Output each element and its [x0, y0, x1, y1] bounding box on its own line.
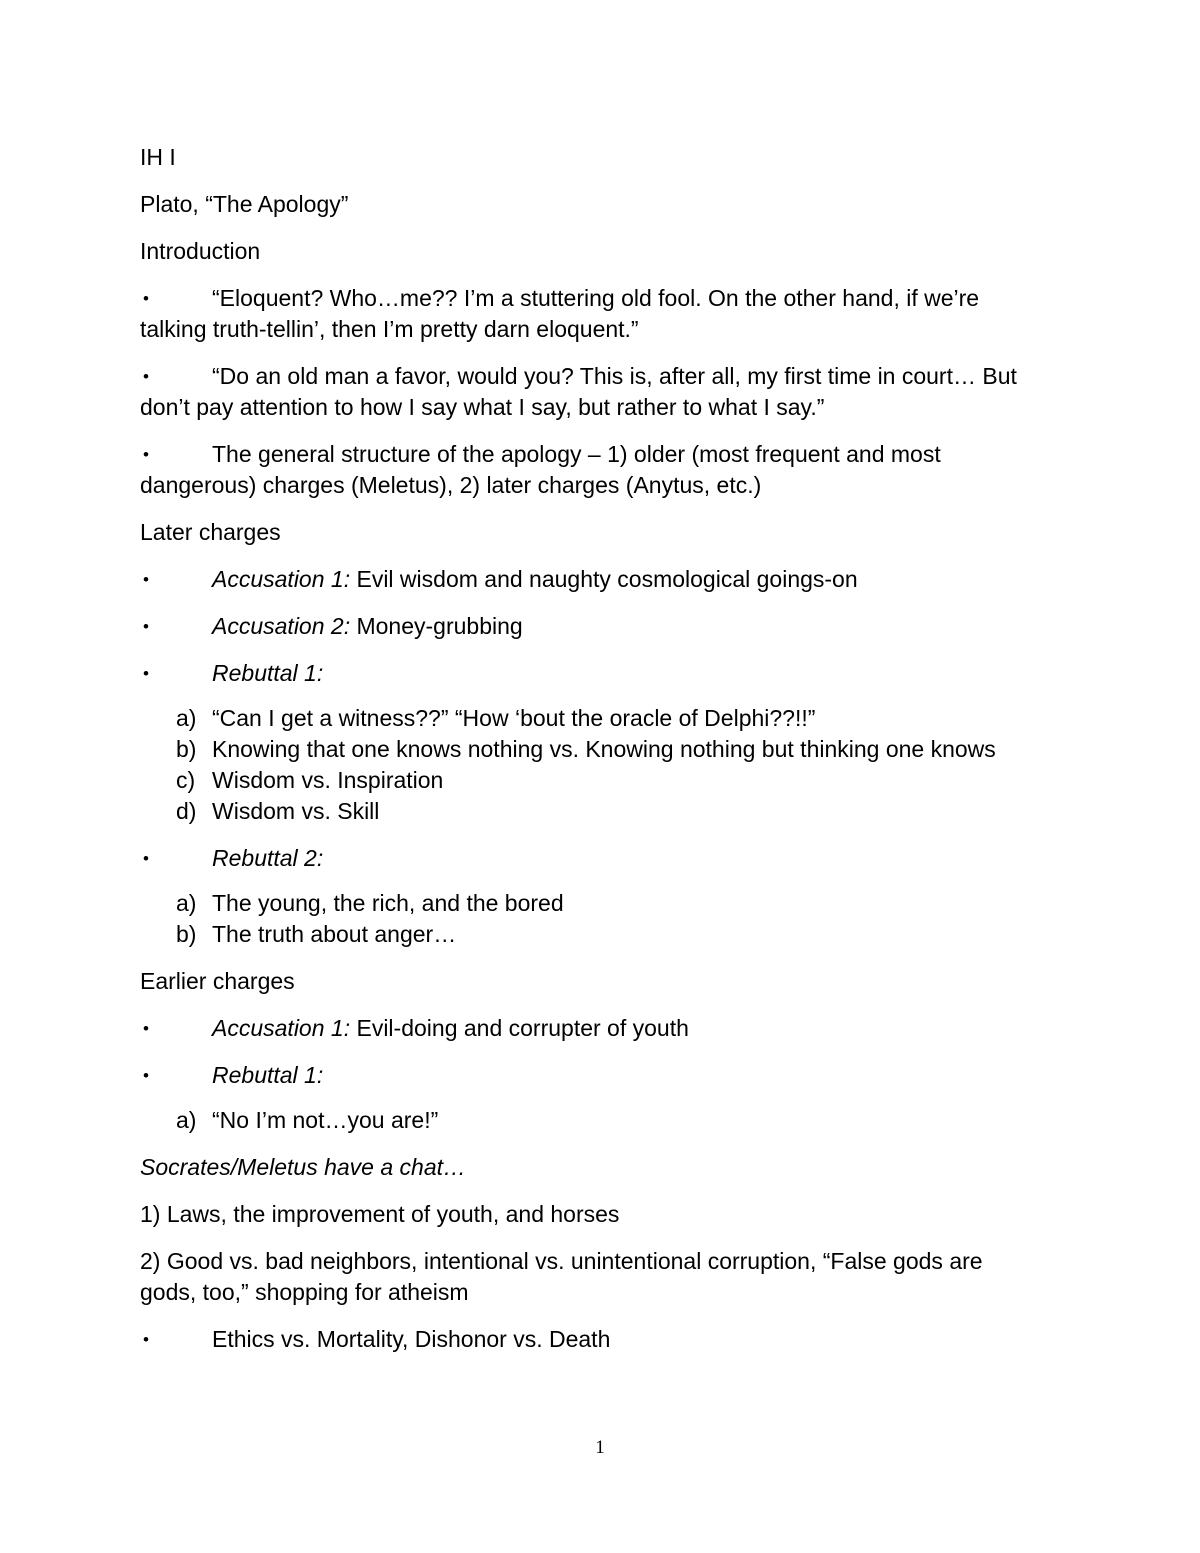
bullet-icon: •	[143, 664, 149, 683]
list-marker: a)	[176, 705, 197, 731]
bullet-icon: •	[143, 570, 149, 589]
later-rebuttal-1	[140, 658, 1040, 689]
accusation-text: Evil-doing and corrupter of youth	[350, 1015, 689, 1041]
bullet-text: “Do an old man a favor, would you? This is, after all, my first time in court… But don’t pay attention to how I say what I say, but rather to what I say.”	[140, 363, 1017, 420]
accusation-label: Accusation 1:	[212, 1015, 351, 1041]
accusation-label: Accusation 1:	[212, 566, 351, 592]
list-item	[140, 919, 1040, 950]
section-heading-introduction: Introduction	[140, 238, 261, 264]
course-label: IH I	[140, 144, 176, 170]
accusation-text: Evil wisdom and naughty cosmological goings-on	[350, 566, 858, 592]
bullet-icon: •	[143, 445, 149, 464]
section-heading-earlier-charges: Earlier charges	[140, 968, 295, 994]
list-item	[140, 796, 1040, 827]
bullet-text: The general structure of the apology – 1) older (most frequent and most dangerous) charges (Meletus), 2) later charges (Anytus, etc.)	[140, 441, 941, 498]
list-marker: c)	[176, 767, 196, 793]
later-rebuttal-1-list	[140, 703, 1040, 827]
section-heading-later-charges: Later charges	[140, 519, 281, 545]
later-rebuttal-2-list	[140, 888, 1040, 950]
bullet-icon: •	[143, 1066, 149, 1085]
intro-bullet-3	[140, 439, 1040, 501]
intro-bullet-2	[140, 361, 1040, 423]
bullet-icon: •	[143, 849, 149, 868]
chat-point-1: 1) Laws, the improvement of youth, and horses	[140, 1201, 620, 1227]
list-item-text: “No I’m not…you are!”	[212, 1107, 439, 1133]
earlier-rebuttal-1	[140, 1060, 1040, 1091]
list-item-text: “Can I get a witness??” “How ‘bout the oracle of Delphi??!!”	[212, 705, 816, 731]
list-item-text: Wisdom vs. Skill	[212, 798, 380, 824]
accusation-text: Money-grubbing	[350, 613, 523, 639]
list-item	[140, 888, 1040, 919]
list-item-text: The truth about anger…	[212, 921, 457, 947]
document-title: Plato, “The Apology”	[140, 191, 349, 217]
list-item-text: Knowing that one knows nothing vs. Knowing nothing but thinking one knows	[212, 736, 996, 762]
chat-point-2: 2) Good vs. bad neighbors, intentional vs. unintentional corruption, “False gods are gods, too,” shopping for atheism	[140, 1248, 983, 1305]
list-marker: a)	[176, 1107, 197, 1133]
rebuttal-label: Rebuttal 1:	[212, 1062, 324, 1088]
list-item	[140, 1105, 1040, 1136]
later-rebuttal-2	[140, 843, 1040, 874]
bullet-icon: •	[143, 1019, 149, 1038]
final-bullet	[140, 1324, 1040, 1355]
document-body	[140, 142, 1040, 1371]
chat-heading: Socrates/Meletus have a chat…	[140, 1154, 466, 1180]
list-item	[140, 765, 1040, 796]
rebuttal-label: Rebuttal 1:	[212, 660, 324, 686]
accusation-label: Accusation 2:	[212, 613, 351, 639]
list-item-text: Wisdom vs. Inspiration	[212, 767, 444, 793]
list-item	[140, 703, 1040, 734]
page-number: 1	[595, 1437, 605, 1458]
list-marker: a)	[176, 890, 197, 916]
bullet-icon: •	[143, 289, 149, 308]
list-item-text: The young, the rich, and the bored	[212, 890, 564, 916]
list-marker: b)	[176, 736, 197, 762]
later-accusation-2	[140, 611, 1040, 642]
bullet-text: “Eloquent? Who…me?? I’m a stuttering old fool. On the other hand, if we’re talking truth-tellin’, then I’m pretty darn eloquent.”	[140, 285, 980, 342]
earlier-accusation-1	[140, 1013, 1040, 1044]
rebuttal-label: Rebuttal 2:	[212, 845, 324, 871]
bullet-icon: •	[143, 617, 149, 636]
list-marker: d)	[176, 798, 197, 824]
intro-bullet-1	[140, 283, 1040, 345]
later-accusation-1	[140, 564, 1040, 595]
list-marker: b)	[176, 921, 197, 947]
bullet-text: Ethics vs. Mortality, Dishonor vs. Death	[212, 1326, 611, 1352]
bullet-icon: •	[143, 367, 149, 386]
list-item	[140, 734, 1040, 765]
bullet-icon: •	[143, 1330, 149, 1349]
earlier-rebuttal-1-list	[140, 1105, 1040, 1136]
